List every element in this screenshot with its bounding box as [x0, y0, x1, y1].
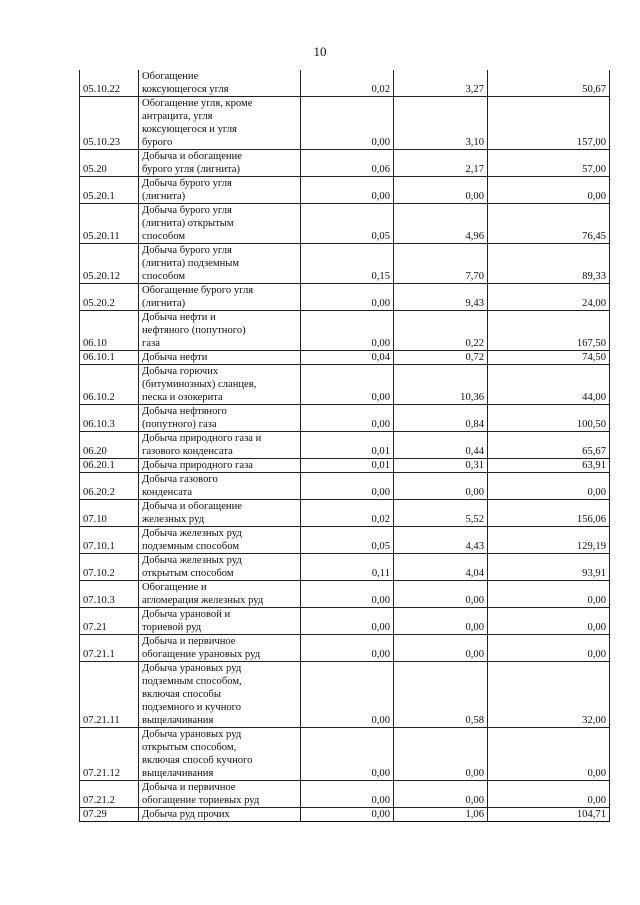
name-cell: Добыча бурого угля (лигнита) подземным способом	[139, 244, 301, 284]
value-cell-2: 0,44	[394, 432, 488, 459]
page-number: 10	[313, 44, 327, 59]
code-cell: 05.20.11	[80, 204, 139, 244]
value-cell-1: 0,00	[301, 473, 394, 500]
value-cell-2: 7,70	[394, 244, 488, 284]
value-cell-1: 0,00	[301, 365, 394, 405]
name-cell: Добыча горючих (битуминозных) сланцев, песка и озокерита	[139, 365, 301, 405]
name-cell: Добыча бурого угля (лигнита) открытым способом	[139, 204, 301, 244]
value-cell-3: 50,67	[488, 70, 610, 97]
value-cell-2: 0,58	[394, 662, 488, 728]
value-cell-3: 65,67	[488, 432, 610, 459]
value-cell-3: 93,91	[488, 554, 610, 581]
value-cell-2: 0,00	[394, 473, 488, 500]
value-cell-1: 0,05	[301, 204, 394, 244]
code-cell: 07.21.2	[80, 781, 139, 808]
code-cell: 06.20	[80, 432, 139, 459]
value-cell-1: 0,00	[301, 405, 394, 432]
value-cell-3: 89,33	[488, 244, 610, 284]
table-row	[80, 70, 610, 97]
code-cell: 06.20.1	[80, 459, 139, 473]
value-cell-2: 5,52	[394, 500, 488, 527]
table-row	[80, 500, 610, 527]
table-row	[80, 365, 610, 405]
value-cell-3: 24,00	[488, 284, 610, 311]
table-row	[80, 527, 610, 554]
value-cell-2: 4,04	[394, 554, 488, 581]
code-cell: 05.10.22	[80, 70, 139, 97]
table-row	[80, 808, 610, 822]
name-cell: Добыча железных руд подземным способом	[139, 527, 301, 554]
value-cell-3: 0,00	[488, 635, 610, 662]
value-cell-1: 0,00	[301, 635, 394, 662]
value-cell-3: 0,00	[488, 781, 610, 808]
value-cell-1: 0,05	[301, 527, 394, 554]
code-cell: 07.21.11	[80, 662, 139, 728]
value-cell-2: 0,72	[394, 351, 488, 365]
value-cell-1: 0,00	[301, 284, 394, 311]
value-cell-3: 32,00	[488, 662, 610, 728]
code-cell: 05.10.23	[80, 97, 139, 150]
value-cell-3: 44,00	[488, 365, 610, 405]
code-cell: 06.10.2	[80, 365, 139, 405]
table-row	[80, 635, 610, 662]
value-cell-2: 9,43	[394, 284, 488, 311]
value-cell-2: 10,36	[394, 365, 488, 405]
table-row	[80, 97, 610, 150]
value-cell-3: 57,00	[488, 150, 610, 177]
code-cell: 07.21	[80, 608, 139, 635]
value-cell-2: 0,00	[394, 781, 488, 808]
value-cell-3: 0,00	[488, 581, 610, 608]
code-cell: 05.20.12	[80, 244, 139, 284]
value-cell-2: 0,22	[394, 311, 488, 351]
code-cell: 05.20	[80, 150, 139, 177]
value-cell-2: 4,43	[394, 527, 488, 554]
code-cell: 07.10	[80, 500, 139, 527]
value-cell-3: 0,00	[488, 473, 610, 500]
table-row	[80, 473, 610, 500]
code-cell: 07.10.1	[80, 527, 139, 554]
value-cell-2: 0,00	[394, 635, 488, 662]
name-cell: Добыча природного газа и газового конденсата	[139, 432, 301, 459]
value-cell-3: 0,00	[488, 177, 610, 204]
value-cell-2: 3,27	[394, 70, 488, 97]
value-cell-1: 0,00	[301, 728, 394, 781]
name-cell: Добыча и обогащение железных руд	[139, 500, 301, 527]
data-table	[79, 70, 610, 822]
value-cell-3: 129,19	[488, 527, 610, 554]
value-cell-2: 0,00	[394, 177, 488, 204]
value-cell-2: 2,17	[394, 150, 488, 177]
table-row	[80, 459, 610, 473]
code-cell: 06.10.1	[80, 351, 139, 365]
value-cell-1: 0,00	[301, 97, 394, 150]
value-cell-3: 167,50	[488, 311, 610, 351]
value-cell-1: 0,11	[301, 554, 394, 581]
value-cell-1: 0,06	[301, 150, 394, 177]
name-cell: Добыча нефти	[139, 351, 301, 365]
table-row	[80, 662, 610, 728]
value-cell-2: 1,06	[394, 808, 488, 822]
code-cell: 05.20.2	[80, 284, 139, 311]
name-cell: Добыча газового конденсата	[139, 473, 301, 500]
name-cell: Обогащение бурого угля (лигнита)	[139, 284, 301, 311]
value-cell-1: 0,00	[301, 808, 394, 822]
name-cell: Добыча и обогащение бурого угля (лигнита)	[139, 150, 301, 177]
table-row	[80, 728, 610, 781]
value-cell-3: 157,00	[488, 97, 610, 150]
code-cell: 07.29	[80, 808, 139, 822]
value-cell-3: 100,50	[488, 405, 610, 432]
value-cell-2: 0,00	[394, 728, 488, 781]
code-cell: 06.10	[80, 311, 139, 351]
value-cell-1: 0,04	[301, 351, 394, 365]
value-cell-1: 0,00	[301, 781, 394, 808]
table-row	[80, 781, 610, 808]
code-cell: 07.21.12	[80, 728, 139, 781]
code-cell: 07.21.1	[80, 635, 139, 662]
name-cell: Добыча урановых руд подземным способом, включая способы подземного и кучного выщелачивания	[139, 662, 301, 728]
table-row	[80, 244, 610, 284]
table-row	[80, 554, 610, 581]
value-cell-1: 0,02	[301, 70, 394, 97]
name-cell: Добыча и первичное обогащение урановых руд	[139, 635, 301, 662]
table-row	[80, 351, 610, 365]
table-row	[80, 581, 610, 608]
value-cell-1: 0,01	[301, 432, 394, 459]
value-cell-2: 4,96	[394, 204, 488, 244]
name-cell: Добыча нефти и нефтяного (попутного) газа	[139, 311, 301, 351]
table-row	[80, 311, 610, 351]
name-cell: Обогащение и агломерация железных руд	[139, 581, 301, 608]
value-cell-3: 0,00	[488, 608, 610, 635]
table-row	[80, 284, 610, 311]
value-cell-2: 3,10	[394, 97, 488, 150]
name-cell: Добыча руд прочих	[139, 808, 301, 822]
name-cell: Добыча и первичное обогащение ториевых руд	[139, 781, 301, 808]
code-cell: 07.10.2	[80, 554, 139, 581]
table-row	[80, 432, 610, 459]
table-body	[80, 70, 610, 822]
name-cell: Добыча урановых руд открытым способом, включая способ кучного выщелачивания	[139, 728, 301, 781]
value-cell-3: 74,50	[488, 351, 610, 365]
name-cell: Добыча природного газа	[139, 459, 301, 473]
value-cell-1: 0,00	[301, 662, 394, 728]
table-row	[80, 177, 610, 204]
code-cell: 06.10.3	[80, 405, 139, 432]
table-row	[80, 204, 610, 244]
value-cell-3: 0,00	[488, 728, 610, 781]
table-row	[80, 608, 610, 635]
value-cell-2: 0,84	[394, 405, 488, 432]
value-cell-3: 104,71	[488, 808, 610, 822]
table-row	[80, 405, 610, 432]
value-cell-1: 0,00	[301, 177, 394, 204]
value-cell-1: 0,00	[301, 311, 394, 351]
name-cell: Обогащение коксующегося угля	[139, 70, 301, 97]
value-cell-1: 0,02	[301, 500, 394, 527]
value-cell-3: 76,45	[488, 204, 610, 244]
value-cell-1: 0,01	[301, 459, 394, 473]
value-cell-1: 0,15	[301, 244, 394, 284]
code-cell: 05.20.1	[80, 177, 139, 204]
table-row	[80, 150, 610, 177]
value-cell-2: 0,00	[394, 608, 488, 635]
code-cell: 06.20.2	[80, 473, 139, 500]
name-cell: Добыча бурого угля (лигнита)	[139, 177, 301, 204]
value-cell-3: 63,91	[488, 459, 610, 473]
code-cell: 07.10.3	[80, 581, 139, 608]
value-cell-2: 0,00	[394, 581, 488, 608]
value-cell-1: 0,00	[301, 608, 394, 635]
value-cell-3: 156,06	[488, 500, 610, 527]
name-cell: Добыча урановой и ториевой руд	[139, 608, 301, 635]
value-cell-1: 0,00	[301, 581, 394, 608]
name-cell: Добыча нефтяного (попутного) газа	[139, 405, 301, 432]
value-cell-2: 0,31	[394, 459, 488, 473]
name-cell: Добыча железных руд открытым способом	[139, 554, 301, 581]
name-cell: Обогащение угля, кроме антрацита, угля коксующегося и угля бурого	[139, 97, 301, 150]
